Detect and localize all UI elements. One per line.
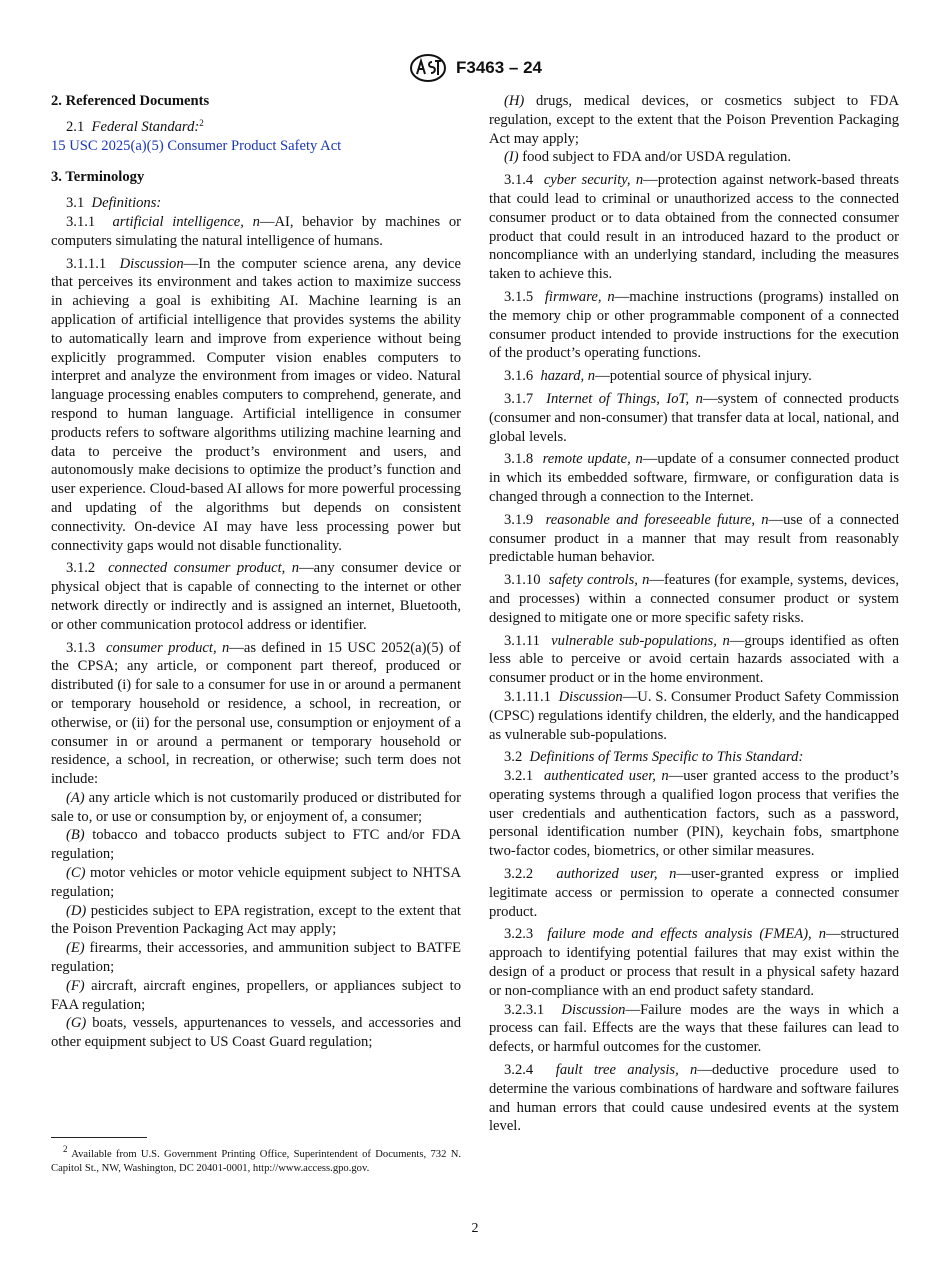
exclusion-h: (H) drugs, medical devices, or cosmetics subject to FDA regulation, except to the extent that the Poison Prevention Packaging Act may apply;: [489, 93, 899, 147]
footnote: [51, 1144, 461, 1175]
exclusion-f: (F) aircraft, aircraft engines, propellers, or appliances subject to FAA regulation;: [51, 977, 462, 1013]
standard-code: F3463 – 24: [455, 58, 542, 77]
left-column: [51, 92, 461, 1052]
term-3-2-3: 3.2.3 failure mode and effects analysis (FMEA), n—structured approach to identifying potential failures that may exist within the design of a product or process that result in a physical safety hazard or non-compliance with an end product safety standard.: [489, 926, 899, 999]
discussion-3-2-3-1: 3.2.3.1 Discussion—Failure modes are the ways in which a process can fail. Effects are the ways that these failures can lead to defects, or harmful outcomes for the customer.: [489, 1001, 900, 1056]
usc-link[interactable]: 15 USC 2025(a)(5): [51, 137, 164, 154]
term-3-2-2: 3.2.2 authorized user, n—user-granted express or implied legitimate access or permission to operate a connected consumer product.: [489, 866, 900, 920]
term-3-1-10: 3.1.10 safety controls, n—features (for example, systems, devices, and processes) within a connected consumer product or system designed to mitigate one or more specific safety risks.: [489, 572, 900, 626]
term-3-1-9: 3.1.9 reasonable and foreseeable future, n—use of a connected consumer product in a manner that may result from reasonably predictable human behavior.: [489, 511, 900, 566]
section-referenced-documents-heading: 2. Referenced Documents: [51, 93, 210, 109]
exclusion-b: (B) tobacco and tobacco products subject to FTC and/or FDA regulation;: [51, 827, 461, 863]
term-3-1-7: 3.1.7 Internet of Things, IoT, n—system of connected products (consumer and non-consumer) that transfer data at local, national, and global levels.: [489, 390, 900, 445]
federal-standard-ref: [51, 137, 461, 156]
term-3-1-8: 3.1.8 remote update, n—update of a consumer connected product in which its embedded software, firmware, or configuration data is changed through a connection to the Internet.: [489, 451, 900, 505]
right-column: [489, 92, 899, 1136]
footnote-text: Available from U.S. Government Printing Office, Superintendent of Documents, 732 N. Capitol St., NW, Washington, DC 20401-0001, http://www.access.gpo.gov.: [51, 1149, 461, 1174]
term-3-1-5: 3.1.5 firmware, n—machine instructions (programs) installed on the memory chip or other programmable component of a connected consumer product intended to provide instructions for the execution of the product’s operating functions.: [489, 288, 899, 362]
page-number: 2: [471, 1221, 479, 1236]
exclusion-c: (C) motor vehicles or motor vehicle equipment subject to NHTSA regulation;: [51, 865, 461, 900]
exclusion-a: (A) any article which is not customarily produced or distributed for sale to, or use or consumption by, or enjoyment of, a consumer;: [51, 789, 461, 825]
discussion-3-1-1-1: 3.1.1.1 Discussion—In the computer science arena, any device that perceives its environment and takes action to maximize success in achieving a goal is exhibiting AI. Machine learning is an application of artificial intelligence that provides systems the ability to automatically learn and improve from experience without being explicitly programmed. Computer vision enables computers to interpret and analyze the environment from images or video. Natural language processing enables computers to comprehend, generate, and respond to human language. Artificial intelligence in consumer products refers to software algorithms utilizing machine learning and data to perceive the product’s environment and users, and autonomously make decisions to optimize the product’s function and user experience. Cloud-based AI allows for more powerful processing and updating of the algorithms but depends on consistent connectivity. On-device AI may have less processing power but connectivity gaps would not disable functionality.: [51, 255, 462, 554]
term-3-1-4: 3.1.4 cyber security, n—protection against network-based threats that could lead to criminal or unauthorized access to the connected consumer product or to data obtained from the connected consumer product that could result in an introduced hazard to the product or noncompliance with an underlying standard, including the measures taken to achieve this.: [489, 172, 899, 283]
term-3-1-11: 3.1.11 vulnerable sub-populations, n—groups identified as often less able to perceive or avoid certain hazards associated with a consumer product or in the home environment.: [489, 632, 899, 687]
exclusion-e: (E) firearms, their accessories, and ammunition subject to BATFE regulation;: [51, 940, 461, 976]
term-3-1-2: 3.1.2 connected consumer product, n—any consumer device or physical object that is capable of connecting to the internet or other network directly or indirectly and is assigned an internet, Bluetooth, or other communication protocol address or identifier.: [51, 560, 461, 633]
term-3-2-1: 3.2.1 authenticated user, n—user granted access to the product’s operating systems through a qualified logon process that verifies the user credentials and authentication factors, such as a password, personal identification number (PIN), keychain fobs, smartphone two-factor codes, biometrics, or other similar measures.: [489, 768, 900, 860]
term-3-2-4: 3.2.4 fault tree analysis, n—deductive procedure used to determine the various combinations of hardware and software failures and human errors that could cause undesired events at the system level.: [489, 1062, 900, 1135]
cpsa-link[interactable]: Consumer Product Safety Act: [167, 137, 342, 154]
para-3-1: 3.1 Definitions:: [66, 195, 162, 212]
para-3-2: 3.2 Definitions of Terms Specific to This Standard:: [504, 749, 804, 766]
page-header: [0, 54, 950, 82]
footnote-marker: 2: [63, 1144, 68, 1154]
discussion-3-1-11-1: 3.1.11.1 Discussion—U. S. Consumer Product Safety Commission (CPSC) regulations identify children, the elderly, and the handicapped as vulnerable sub-populations.: [489, 688, 900, 743]
exclusion-d: (D) pesticides subject to EPA registration, except to the extent that the Poison Prevention Packaging Act may apply;: [51, 902, 461, 938]
exclusion-g: (G) boats, vessels, appurtenances to vessels, and accessories and other equipment subject to US Coast Guard regulation;: [51, 1015, 461, 1051]
para-2-1: 2.1 Federal Standard:$^2$: [66, 117, 204, 135]
section-terminology-heading: 3. Terminology: [51, 169, 145, 186]
footnote-divider: [51, 1137, 147, 1138]
term-3-1-3: 3.1.3 consumer product, n—as defined in 15 USC 2052(a)(5) of the CPSA; any article, or component part thereof, produced or distributed (i) for sale to a consumer for use in or around a permanent or temporary household or residence, a school, in recreation, or otherwise, or (ii) for the personal use, consumption or enjoyment of a consumer in or around a permanent or temporary household or residence, a school, in recreation, or otherwise; such term does not include:: [51, 639, 462, 788]
exclusion-i: (I) food subject to FDA and/or USDA regulation.: [504, 149, 791, 166]
term-3-1-6: 3.1.6 hazard, n—potential source of physical injury.: [504, 368, 812, 385]
astm-logo-icon: [408, 54, 448, 82]
term-3-1-1: 3.1.1 artificial intelligence, n—AI, behavior by machines or computers simulating the natural intelligence of humans.: [51, 213, 462, 249]
